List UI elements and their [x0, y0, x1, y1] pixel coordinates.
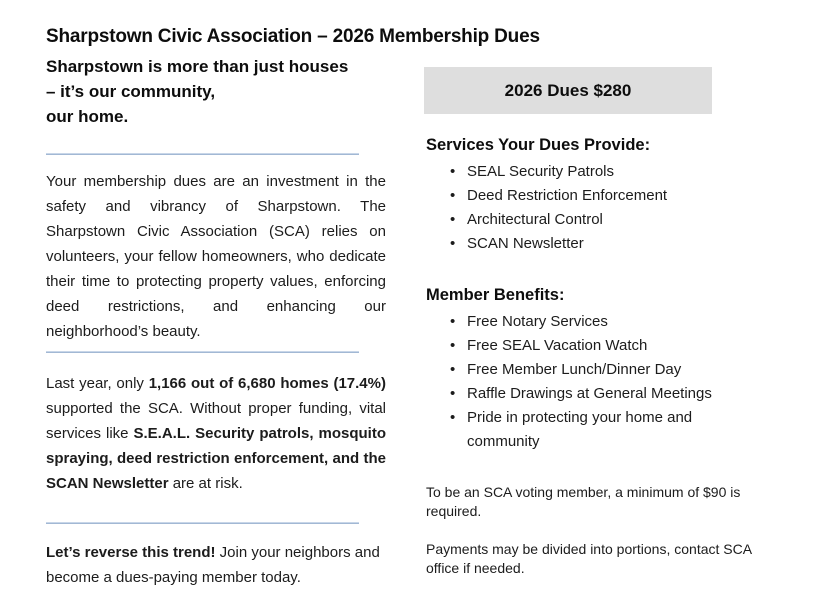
- list-item: • SCAN Newsletter: [425, 232, 747, 256]
- tagline-line-1: Sharpstown is more than just houses: [46, 57, 349, 76]
- services-list: [425, 160, 747, 256]
- dues-amount-banner: [424, 67, 712, 114]
- dues-amount-text: 2026 Dues $280: [504, 80, 632, 100]
- tagline-line-3: our home.: [46, 107, 129, 126]
- tagline-line-2: – it’s our community,: [46, 82, 216, 101]
- divider-line-middle: [46, 351, 359, 353]
- list-item: • SEAL Security Patrols: [425, 160, 747, 184]
- voting-member-note: To be an SCA voting member, a minimum of $90 is required.: [426, 484, 741, 519]
- list-item: • Architectural Control: [425, 208, 747, 232]
- tagline: [46, 54, 348, 129]
- list-item: • Free Member Lunch/Dinner Day: [425, 358, 747, 382]
- list-item: • Free Notary Services: [425, 310, 747, 334]
- list-item: • Free SEAL Vacation Watch: [425, 334, 747, 358]
- services-heading: Services Your Dues Provide:: [426, 136, 651, 154]
- benefits-heading: Member Benefits:: [426, 286, 565, 304]
- divider-line-bottom: [46, 522, 359, 524]
- list-item: • Raffle Drawings at General Meetings: [425, 382, 747, 406]
- intro-paragraph: Your membership dues are an investment in the safety and vibrancy of Sharpstown. The Sharpstown Civic Association (SCA) relies on volunteers, your fellow homeowners, who dedicate their time to protecting property values, enforcing deed restrictions, and enhancing our neighborhood’s beauty.: [46, 173, 386, 340]
- divider-line-top: [46, 153, 359, 155]
- list-item: • Deed Restriction Enforcement: [425, 184, 747, 208]
- list-item: • Pride in protecting your home and community: [425, 406, 747, 454]
- benefits-list: [425, 310, 747, 454]
- page-title: Sharpstown Civic Association – 2026 Membership Dues: [46, 26, 540, 47]
- statistics-paragraph: Last year, only 1,166 out of 6,680 homes (17.4%) supported the SCA. Without proper funding, vital services like S.E.A.L. Security patrols, mosquito spraying, deed restriction enforcement, and the SCAN Newsletter are at risk.: [46, 375, 386, 492]
- call-to-action-paragraph: Let’s reverse this trend! Join your neighbors and become a dues-paying member today.: [46, 544, 380, 586]
- payment-portions-note: Payments may be divided into portions, contact SCA office if needed.: [426, 541, 752, 576]
